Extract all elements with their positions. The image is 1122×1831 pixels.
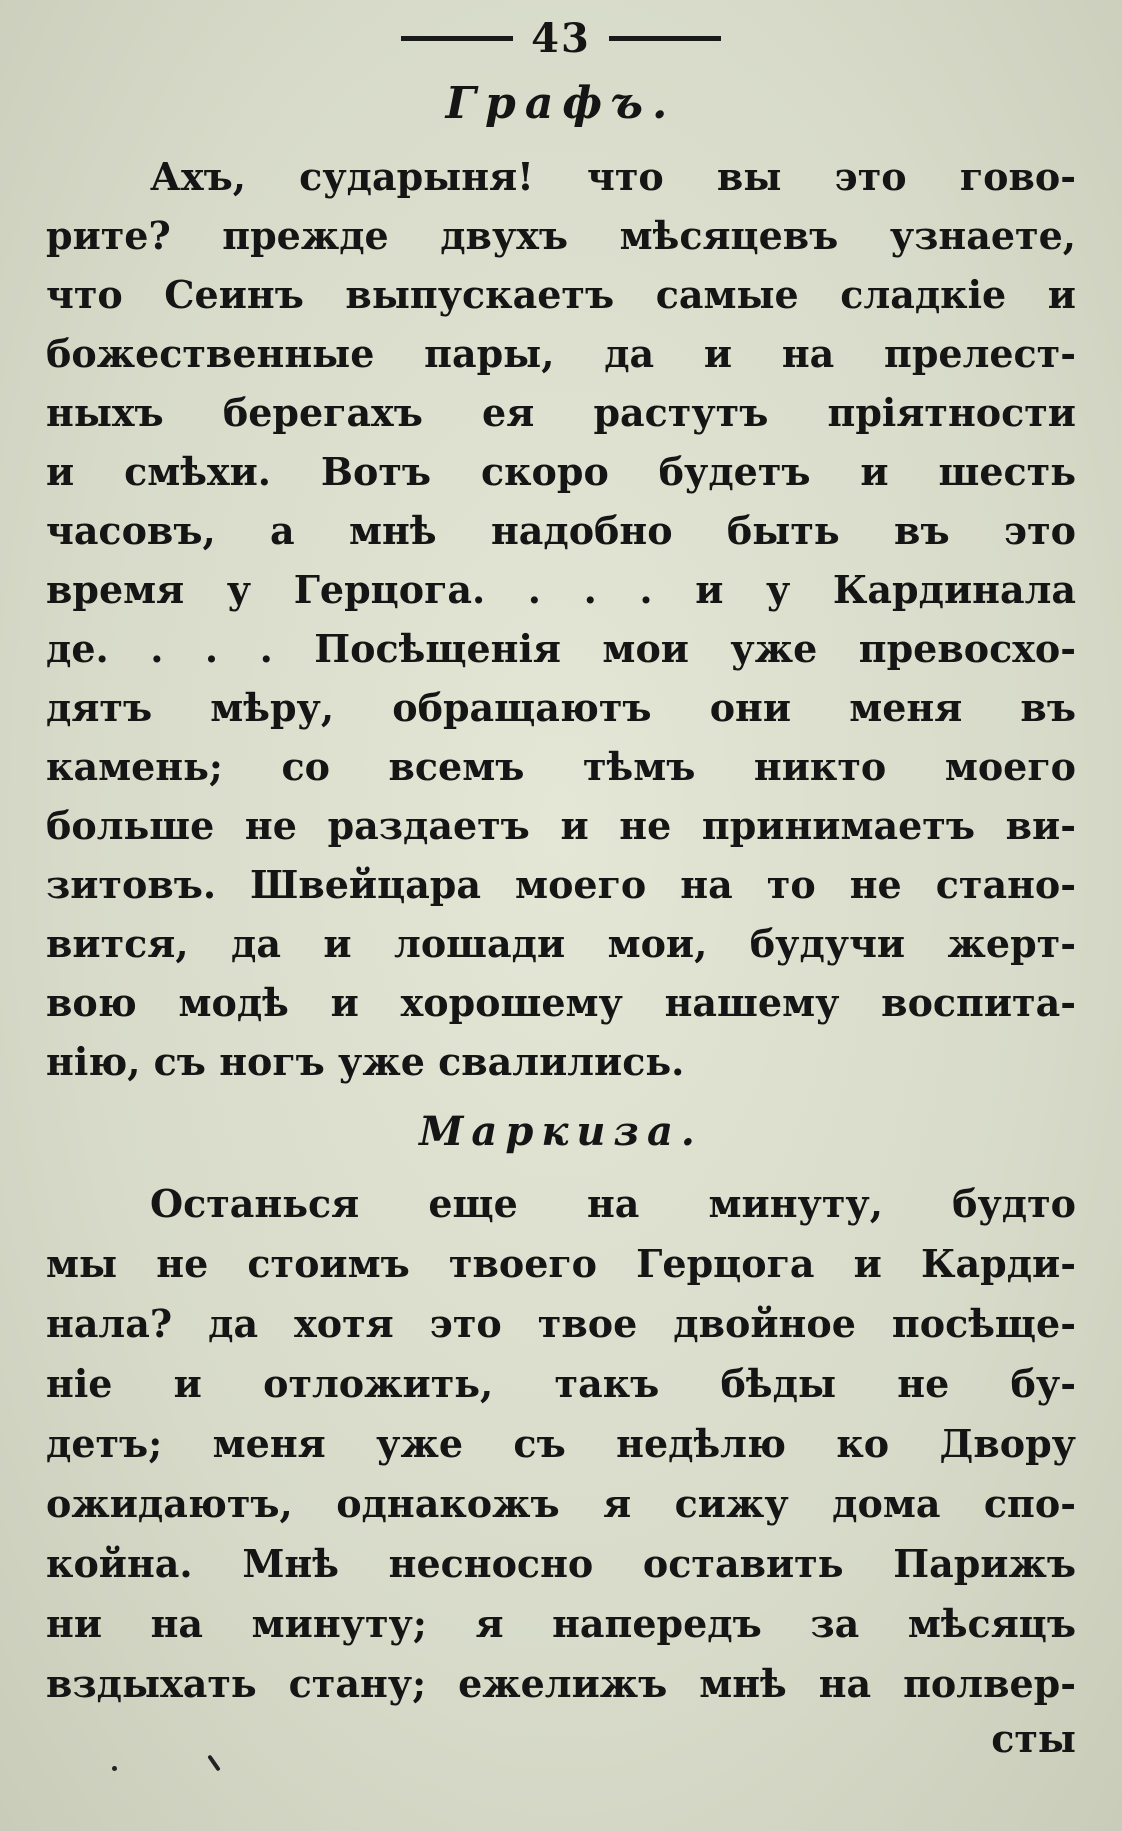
paragraph-2-line: вздыхать стану; ежелижъ мнѣ на полвер- <box>46 1661 1076 1706</box>
speaker-heading-count: Графъ. <box>445 78 677 129</box>
paragraph-1-line: вится, да и лошади мои, будучи жерт- <box>46 921 1076 966</box>
paragraph-2-line: ни на минуту; я напередъ за мѣсяцъ <box>46 1601 1076 1646</box>
paragraph-2-line: мы не стоимъ твоего Герцога и Карди- <box>46 1241 1076 1286</box>
paragraph-1-line: время у Герцога. . . . и у Кардинала <box>46 567 1076 612</box>
paragraph-2-line: койна. Мнѣ несносно оставить Парижъ <box>46 1541 1076 1586</box>
paragraph-1-line: и смѣхи. Вотъ скоро будетъ и шесть <box>46 449 1076 494</box>
ink-speck <box>112 1766 117 1771</box>
paragraph-2-line: детъ; меня уже съ недѣлю ко Двору <box>46 1421 1076 1466</box>
paragraph-2-line: нала? да хотя это твое двойное посѣще- <box>46 1301 1076 1346</box>
paragraph-2-line: ожидаютъ, однакожъ я сижу дома спо- <box>46 1481 1076 1526</box>
page-number: 43 <box>531 14 591 62</box>
paragraph-1-line: ныхъ берегахъ ея растутъ пріятности <box>46 390 1076 435</box>
page-header <box>0 8 1122 68</box>
catchword: сты <box>991 1716 1076 1761</box>
paragraph-1-line: Ахъ, сударыня! что вы это гово- <box>150 154 1076 199</box>
left-rule <box>401 36 513 41</box>
paragraph-1-line: де. . . . Посѣщенія мои уже превосхо- <box>46 626 1076 671</box>
paragraph-2-line: ніе и отложить, такъ бѣды не бу- <box>46 1361 1076 1406</box>
paragraph-1-line: зитовъ. Швейцара моего на то не стано- <box>46 862 1076 907</box>
paragraph-1-line: камень; со всемъ тѣмъ никто моего <box>46 744 1076 789</box>
paragraph-1-line: божественные пары, да и на прелест- <box>46 331 1076 376</box>
paragraph-1-line: часовъ, а мнѣ надобно быть въ это <box>46 508 1076 553</box>
speaker-heading-marquise: Маркиза. <box>419 1108 703 1155</box>
right-rule <box>609 36 721 41</box>
paragraph-1-line: что Сеинъ выпускаетъ самые сладкіе и <box>46 272 1076 317</box>
paragraph-1-line: нію, съ ногъ уже свалились. <box>46 1039 685 1084</box>
paragraph-1-line: дятъ мѣру, обращаютъ они меня въ <box>46 685 1076 730</box>
paragraph-1-line: больше не раздаетъ и не принимаетъ ви- <box>46 803 1076 848</box>
paragraph-1-line: вою модѣ и хорошему нашему воспита- <box>46 980 1076 1025</box>
paragraph-1-line: рите? прежде двухъ мѣсяцевъ узнаете, <box>46 213 1076 258</box>
paragraph-2-line: Останься еще на минуту, будто <box>150 1181 1076 1226</box>
